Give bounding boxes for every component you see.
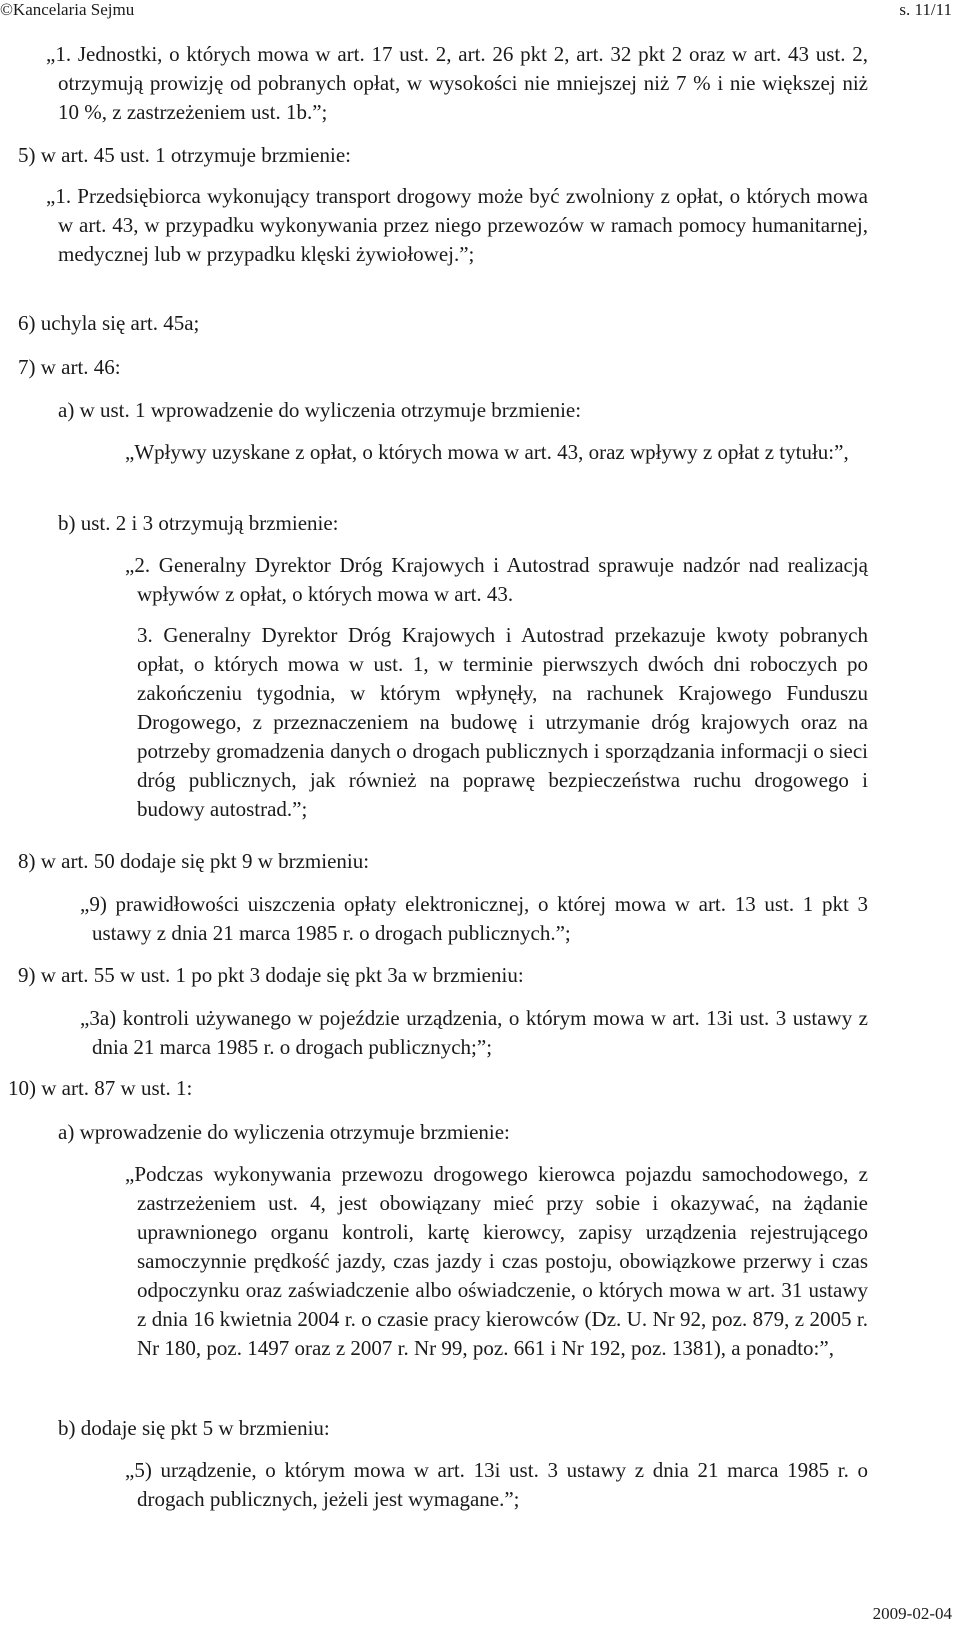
item-7: 7) w art. 46:: [18, 355, 121, 379]
item-6: 6) uchyla się art. 45a;: [18, 311, 200, 335]
item-9: 9) w art. 55 w ust. 1 po pkt 3 dodaje się pkt 3a w brzmieniu:: [18, 963, 524, 987]
item-7b-ust-2: „2. Generalny Dyrektor Dróg Krajowych i Autostrad sprawuje nadzór nad realizacją wpływów z opłat, o których mowa w art. 43.: [125, 553, 868, 606]
item-7b: b) ust. 2 i 3 otrzymują brzmienie:: [58, 511, 339, 535]
item-9-quote: „3a) kontroli używanego w pojeździe urządzenia, o którym mowa w art. 13i ust. 3 ustawy z dnia 21 marca 1985 r. o drogach publicznych;”;: [80, 1006, 868, 1059]
item-10a: a) wprowadzenie do wyliczenia otrzymuje brzmienie:: [58, 1120, 510, 1144]
item-10: 10) w art. 87 w ust. 1:: [8, 1076, 193, 1100]
item-10b: b) dodaje się pkt 5 w brzmieniu:: [58, 1416, 330, 1440]
item-5: 5) w art. 45 ust. 1 otrzymuje brzmienie:: [18, 143, 351, 167]
item-8: 8) w art. 50 dodaje się pkt 9 w brzmieniu:: [18, 849, 370, 873]
item-7a-quote: „Wpływy uzyskane z opłat, o których mowa w art. 43, oraz wpływy z opłat z tytułu:”,: [125, 440, 849, 464]
header-copyright: ©Kancelaria Sejmu: [0, 0, 135, 19]
item-7b-ust-3: 3. Generalny Dyrektor Dróg Krajowych i Autostrad przekazuje kwoty pobranych opłat, o których mowa w ust. 1, w terminie pierwszych dwóch dni roboczych po zakończeniu tygodnia, w którym wpłynęły, na rachunek Krajowego Funduszu Drogowego, z przeznaczeniem na budowę i utrzymanie dróg krajowych oraz na potrzeby gromadzenia danych o drogach publicznych i sporządzania informacji o sieci dróg publicznych, jak również na poprawę bezpieczeństwa ruchu drogowego i budowy autostrad.”;: [137, 623, 868, 821]
item-10b-quote: „5) urządzenie, o którym mowa w art. 13i ust. 3 ustawy z dnia 21 marca 1985 r. o drogach publicznych, jeżeli jest wymagane.”;: [125, 1458, 868, 1511]
footer-date: 2009-02-04: [872, 1604, 952, 1623]
item-8-quote: „9) prawidłowości uiszczenia opłaty elektronicznej, o której mowa w art. 13 ust. 1 pkt 3 ustawy z dnia 21 marca 1985 r. o drogach publicznych.”;: [80, 892, 868, 945]
item-7a: a) w ust. 1 wprowadzenie do wyliczenia otrzymuje brzmienie:: [58, 398, 582, 422]
page-number: s. 11/11: [899, 0, 952, 19]
item-5-quote: „1. Przedsiębiorca wykonujący transport drogowy może być zwolniony z opłat, o których mowa w art. 43, w przypadku wykonywania przez niego przewozów w ramach pomocy humanitarnej, medycznej lub w przypadku klęski żywiołowej.”;: [46, 184, 868, 266]
item-10a-quote: „Podczas wykonywania przewozu drogowego kierowca pojazdu samochodowego, z zastrzeżeniem ust. 4, jest obowiązany mieć przy sobie i okazywać, na żądanie uprawnionego organu kontroli, kartę kierowcy, zapisy urządzenia rejestrującego samoczynnie prędkość jazdy, czas jazdy i czas postoju, obowiązkowe przerwy i czas odpoczynku oraz zaświadczenie albo oświadczenie, o których mowa w art. 31 ustawy z dnia 16 kwietnia 2004 r. o czasie pracy kierowców (Dz. U. Nr 92, poz. 879, z 2005 r. Nr 180, poz. 1497 oraz z 2007 r. Nr 99, poz. 661 i Nr 192, poz. 1381), a ponadto:”,: [125, 1162, 868, 1360]
paragraph-1: „1. Jednostki, o których mowa w art. 17 ust. 2, art. 26 pkt 2, art. 32 pkt 2 oraz w art. 43 ust. 2, otrzymują prowizję od pobranych opłat, w wysokości nie mniejszej niż 7 % i nie większej niż 10 %, z zastrzeżeniem ust. 1b.”;: [46, 42, 868, 124]
